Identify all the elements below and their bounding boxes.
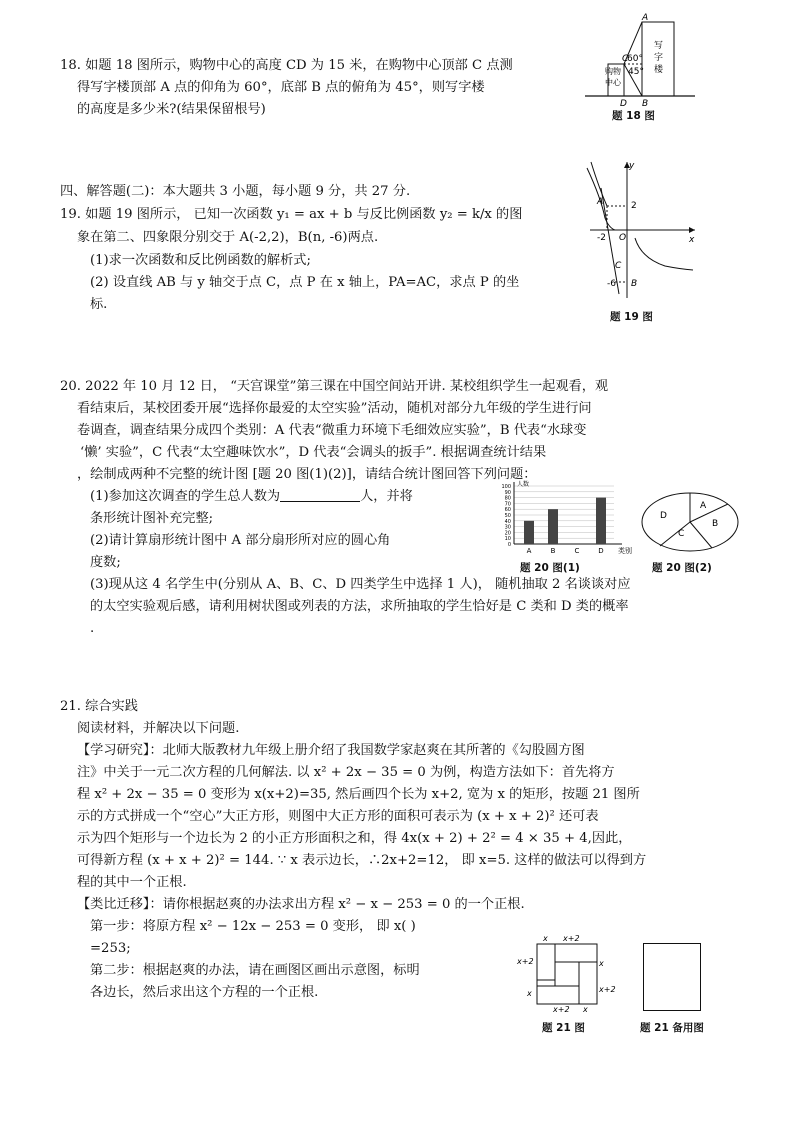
bar-category-label-B: B — [550, 547, 556, 555]
q19-line-4: (2) 设直线 AB 与 y 轴交于点 C，点 P 在 x 轴上，PA=AC，求点 P 的坐 — [90, 275, 520, 290]
q18-line-2: 得写字楼顶部 A 点的仰角为 60°，底部 B 点的俯角为 45°，则写字楼 — [77, 80, 485, 95]
pie-label-D: D — [660, 511, 667, 521]
q21-label-bottom-x2: x+2 — [553, 1005, 570, 1014]
q20-line-3: 卷调查，调查结果分成四个类别：A 代表“微重力环境下毛细效应实验”，B 代表“水球变 — [77, 423, 587, 438]
q20-part1-b: 人，并将 — [360, 489, 413, 504]
q18-line-3: 的高度是多少米?(结果保留根号) — [77, 102, 266, 117]
q18-right-label-1: 写 — [654, 41, 664, 51]
q18-angle-60: 60° — [627, 54, 643, 64]
q21-label-right-x2: x+2 — [599, 985, 616, 994]
q20-bar-chart — [492, 478, 630, 558]
q21-label-bottom-x: x — [583, 1005, 588, 1014]
q20-part3-c: . — [90, 621, 95, 636]
q21-caption-1: 题 21 图 — [542, 1022, 585, 1034]
pie-label-A: A — [700, 501, 707, 511]
q18-caption: 题 18 图 — [612, 110, 655, 122]
bar-category-label-A: A — [526, 547, 532, 555]
bar-tick-label-80: 80 — [504, 495, 511, 502]
q19-line-1: 19. 如题 19 图所示， 已知一次函数 y₁ = ax + b 与反比例函数 y₂ = k/x 的图 — [60, 207, 523, 222]
q19-line-5: 标. — [90, 297, 108, 312]
q21-line-6: 示的方式拼成一个“空心”大正方形，则图中大正方形的面积可表示为 (x + x + 2)² 还可表 — [77, 809, 599, 824]
q20-line-2: 看结束后，某校团委开展“选择你最爱的太空实验”活动，随机对部分九年级的学生进行问 — [77, 401, 592, 416]
q19-point-B: B — [631, 279, 638, 289]
q19-figure — [585, 158, 700, 303]
q21-label-left-x: x — [527, 989, 532, 998]
pie-label-C: C — [678, 529, 685, 539]
q21-line-1: 21. 综合实践 — [60, 699, 138, 714]
bar-tick-label-10: 10 — [504, 536, 511, 543]
bar-tick-label-30: 30 — [504, 524, 511, 531]
q19-tick-m2: -2 — [597, 233, 606, 243]
q18-left-label-2: 中心 — [605, 78, 621, 87]
q19-point-A: A — [597, 197, 604, 207]
bar-category-label-C: C — [574, 547, 580, 555]
q21-line-5: 程 x² + 2x − 35 = 0 变形为 x(x+2)=35, 然后画四个长为 x+2, 宽为 x 的矩形，按题 21 图所 — [77, 787, 640, 802]
q20-part1-a: (1)参加这次调查的学生总人数为 — [90, 489, 281, 504]
q20-part2-b: 度数; — [90, 555, 121, 570]
q19-line-2: 象在第二、四象限分别交于 A(-2,2)，B(n, -6)两点. — [77, 230, 379, 245]
q21-label-top-x: x — [543, 934, 548, 943]
q18-right-label-3: 楼 — [654, 65, 664, 75]
q19-point-C: C — [615, 261, 622, 271]
q19-origin: O — [619, 233, 627, 243]
bar-tick-label-40: 40 — [504, 518, 511, 525]
q20-answer-blank[interactable] — [280, 487, 360, 502]
q18-left-label-1: 购物 — [605, 67, 621, 76]
q21-line-8: 可得新方程 (x + x + 2)² = 144. ∵ x 表示边长，∴2x+2=12， 即 x=5. 这样的做法可以得到方 — [77, 853, 647, 868]
q20-part3-b: 的太空实验观后感，请利用树状图或列表的方法，求所抽取的学生恰好是 C 类和 D 类的概率 — [90, 599, 629, 614]
q21-caption-2: 题 21 备用图 — [640, 1022, 704, 1034]
pie-label-B: B — [712, 519, 719, 529]
q20-line-5: ，绘制成两种不完整的统计图 [题 20 图(1)(2)]，请结合统计图回答下列问题： — [77, 467, 537, 482]
q21-line-12: =253; — [90, 941, 131, 956]
bar-tick-label-50: 50 — [504, 513, 511, 519]
bar-A — [524, 521, 534, 544]
q21-drawing-area[interactable] — [643, 943, 701, 1011]
q21-line-13: 第二步：根据赵爽的办法，请在画图区画出示意图，标明 — [90, 963, 420, 978]
q21-line-3: 【学习研究】：北师大版教材九年级上册介绍了我国数学家赵爽在其所著的《勾股圆方图 — [77, 743, 585, 758]
q18-angle-45: 45° — [628, 67, 644, 77]
bar-B — [548, 509, 558, 544]
q20-part1-c: 条形统计图补充完整; — [90, 511, 214, 526]
q20-line-4: ‘懒’ 实验”，C 代表“太空趣味饮水”，D 代表“会调头的扳手”. 根据调查统计结果 — [80, 445, 547, 460]
q20-pie-chart — [640, 490, 740, 554]
q21-line-14: 各边长，然后求出这个方程的一个正根. — [90, 985, 319, 1000]
q20-part3-a: (3)现从这 4 名学生中(分别从 A、B、C、D 四类学生中选择 1 人)， 随机抽取 2 名谈谈对应 — [90, 577, 631, 592]
q18-right-label-2: 字 — [654, 53, 664, 63]
bar-category-label-D: D — [598, 547, 604, 555]
q19-axis-y: y — [629, 161, 635, 171]
q18-label-C: C — [622, 54, 629, 64]
q20-caption-1: 题 20 图(1) — [520, 562, 580, 574]
section-4-title: 四、解答题(二)：本大题共 3 小题，每小题 9 分，共 27 分. — [60, 184, 411, 199]
bar-tick-label-0: 0 — [507, 542, 511, 548]
q21-line-9: 程的其中一个正根. — [77, 875, 187, 890]
q20-line-1: 20. 2022 年 10 月 12 日， “天宫课堂”第三课在中国空间站开讲. 某校组织学生一起观看，观 — [60, 379, 609, 394]
q21-line-11: 第一步：将原方程 x² − 12x − 253 = 0 变形， 即 x( ) — [90, 919, 416, 934]
bar-tick-label-20: 20 — [504, 530, 511, 537]
q20-part1 — [90, 487, 413, 506]
q18-label-B: B — [642, 99, 649, 109]
q21-label-top-x2: x+2 — [563, 934, 580, 943]
bar-tick-label-90: 90 — [504, 489, 511, 496]
bar-tick-label-100: 100 — [501, 484, 511, 490]
q21-figure — [515, 932, 616, 1018]
q21-label-right-x: x — [599, 959, 604, 968]
q21-line-10: 【类比迁移】：请你根据赵爽的办法求出方程 x² − x − 253 = 0 的一个正根. — [77, 897, 525, 912]
q21-label-left-x2: x+2 — [517, 957, 534, 966]
q18-line-1: 18. 如题 18 图所示，购物中心的高度 CD 为 15 米，在购物中心顶部 C 点测 — [60, 58, 513, 73]
q21-line-7: 示为四个矩形与一个边长为 2 的小正方形面积之和，得 4x(x + 2) + 2² = 4 × 35 + 4,因此， — [77, 831, 632, 846]
bar-ylabel: 人数 — [517, 481, 530, 488]
q21-line-4: 注》中关于一元二次方程的几何解法. 以 x² + 2x − 35 = 0 为例，构造方法如下：首先将方 — [77, 765, 615, 780]
q19-tick-m6: -6 — [607, 279, 616, 289]
q20-caption-2: 题 20 图(2) — [652, 562, 712, 574]
q18-label-D: D — [620, 99, 627, 109]
q19-axis-x: x — [689, 235, 695, 245]
q18-figure — [580, 10, 700, 110]
q19-line-3: (1)求一次函数和反比例函数的解析式; — [90, 253, 311, 268]
q21-line-2: 阅读材料，并解决以下问题. — [77, 721, 240, 736]
bar-D — [596, 498, 606, 544]
q19-caption: 题 19 图 — [610, 311, 653, 323]
bar-tick-label-60: 60 — [504, 507, 511, 514]
bar-tick-label-70: 70 — [504, 501, 511, 508]
q18-label-A: A — [642, 13, 649, 23]
q19-tick-2: 2 — [631, 201, 637, 211]
q20-part2-a: (2)请计算扇形统计图中 A 部分扇形所对应的圆心角 — [90, 533, 391, 548]
bar-xlabel: 类别 — [618, 547, 632, 555]
